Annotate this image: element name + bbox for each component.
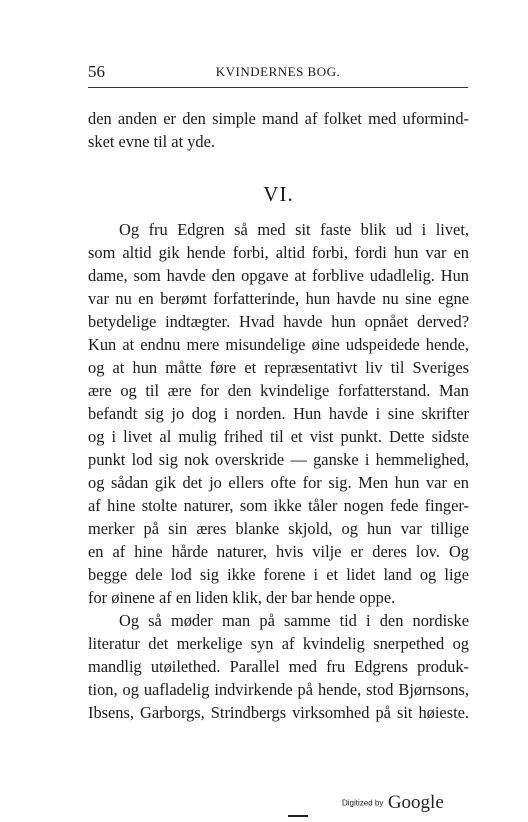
text-line: merker på sin æres blanke skjold, og hun var tillige	[88, 519, 469, 538]
text-line: befandt sig jo dog i norden. Hun havde i sine skrifter	[88, 404, 469, 423]
text-line: begge dele lod sig ikke forene i et lidet land og lige	[88, 565, 469, 584]
digitized-watermark	[342, 792, 444, 814]
text-line: af hine stolte naturer, som ikke tåler nogen fede finger-	[88, 496, 469, 515]
page-number: 56	[88, 62, 105, 81]
opening-paragraph	[88, 107, 469, 153]
text-line: og at hun måtte føre et repræsentativt liv til Sveriges	[88, 358, 469, 377]
text-line: punkt lod sig nok overskride — ganske i hemmelighed,	[88, 450, 469, 469]
text-line: literatur det merkelige syn af kvindelig snerpethed og	[88, 634, 469, 653]
text-line: tion, og uafladelig indvirkende på hende, stod Bjørnsons,	[88, 680, 469, 699]
running-title: KVINDERNES BOG.	[215, 64, 341, 79]
paragraph-2	[88, 609, 469, 724]
text-line: var nu en berømt forfatterinde, hun havde nu sine egne	[88, 289, 469, 308]
text-line: den anden er den simple mand af folket med uformind-	[88, 109, 469, 128]
text-line: ære og til ære for den kvindelige forfatterstand. Man	[88, 381, 469, 400]
text-line: for øinene af en liden klik, der bar hende oppe.	[88, 588, 396, 607]
digitized-by-label: Digitized by	[342, 798, 384, 808]
text-line: en af hine hårde naturer, hvis vilje er deres lov. Og	[88, 542, 469, 561]
text-line: Ibsens, Garborgs, Strindbergs virksomhed på sit høieste.	[88, 703, 469, 722]
section-heading: VI.	[263, 182, 294, 206]
text-line: Og så møder man på samme tid i den nordiske	[119, 611, 469, 630]
text-line: betydelige indtægter. Hvad havde hun opnået derved?	[88, 312, 469, 331]
page-header	[88, 60, 468, 84]
text-line: og i livet al mulig frihed til et vist punkt. Dette sidste	[88, 427, 469, 446]
text-line: som altid gik hende forbi, altid forbi, fordi hun var en	[88, 243, 469, 262]
text-line: mandlig utøilethed. Parallel med fru Edgrens produk-	[88, 657, 469, 676]
bottom-dash	[288, 815, 308, 817]
text-line: Og fru Edgren så med sit faste blik ud i livet,	[119, 220, 469, 239]
text-line: Kun at endnu mere misundelige øine udspeidede hende,	[88, 335, 469, 354]
text-line: dame, som havde den opgave at forblive udadlelig. Hun	[88, 266, 469, 285]
header-rule	[88, 87, 468, 88]
google-logo: Google	[387, 792, 444, 813]
text-line: sket evne til at yde.	[88, 132, 215, 151]
text-line: og sådan gik det jo ellers ofte for sig. Men hun var en	[88, 473, 469, 492]
paragraph-1	[88, 218, 469, 609]
